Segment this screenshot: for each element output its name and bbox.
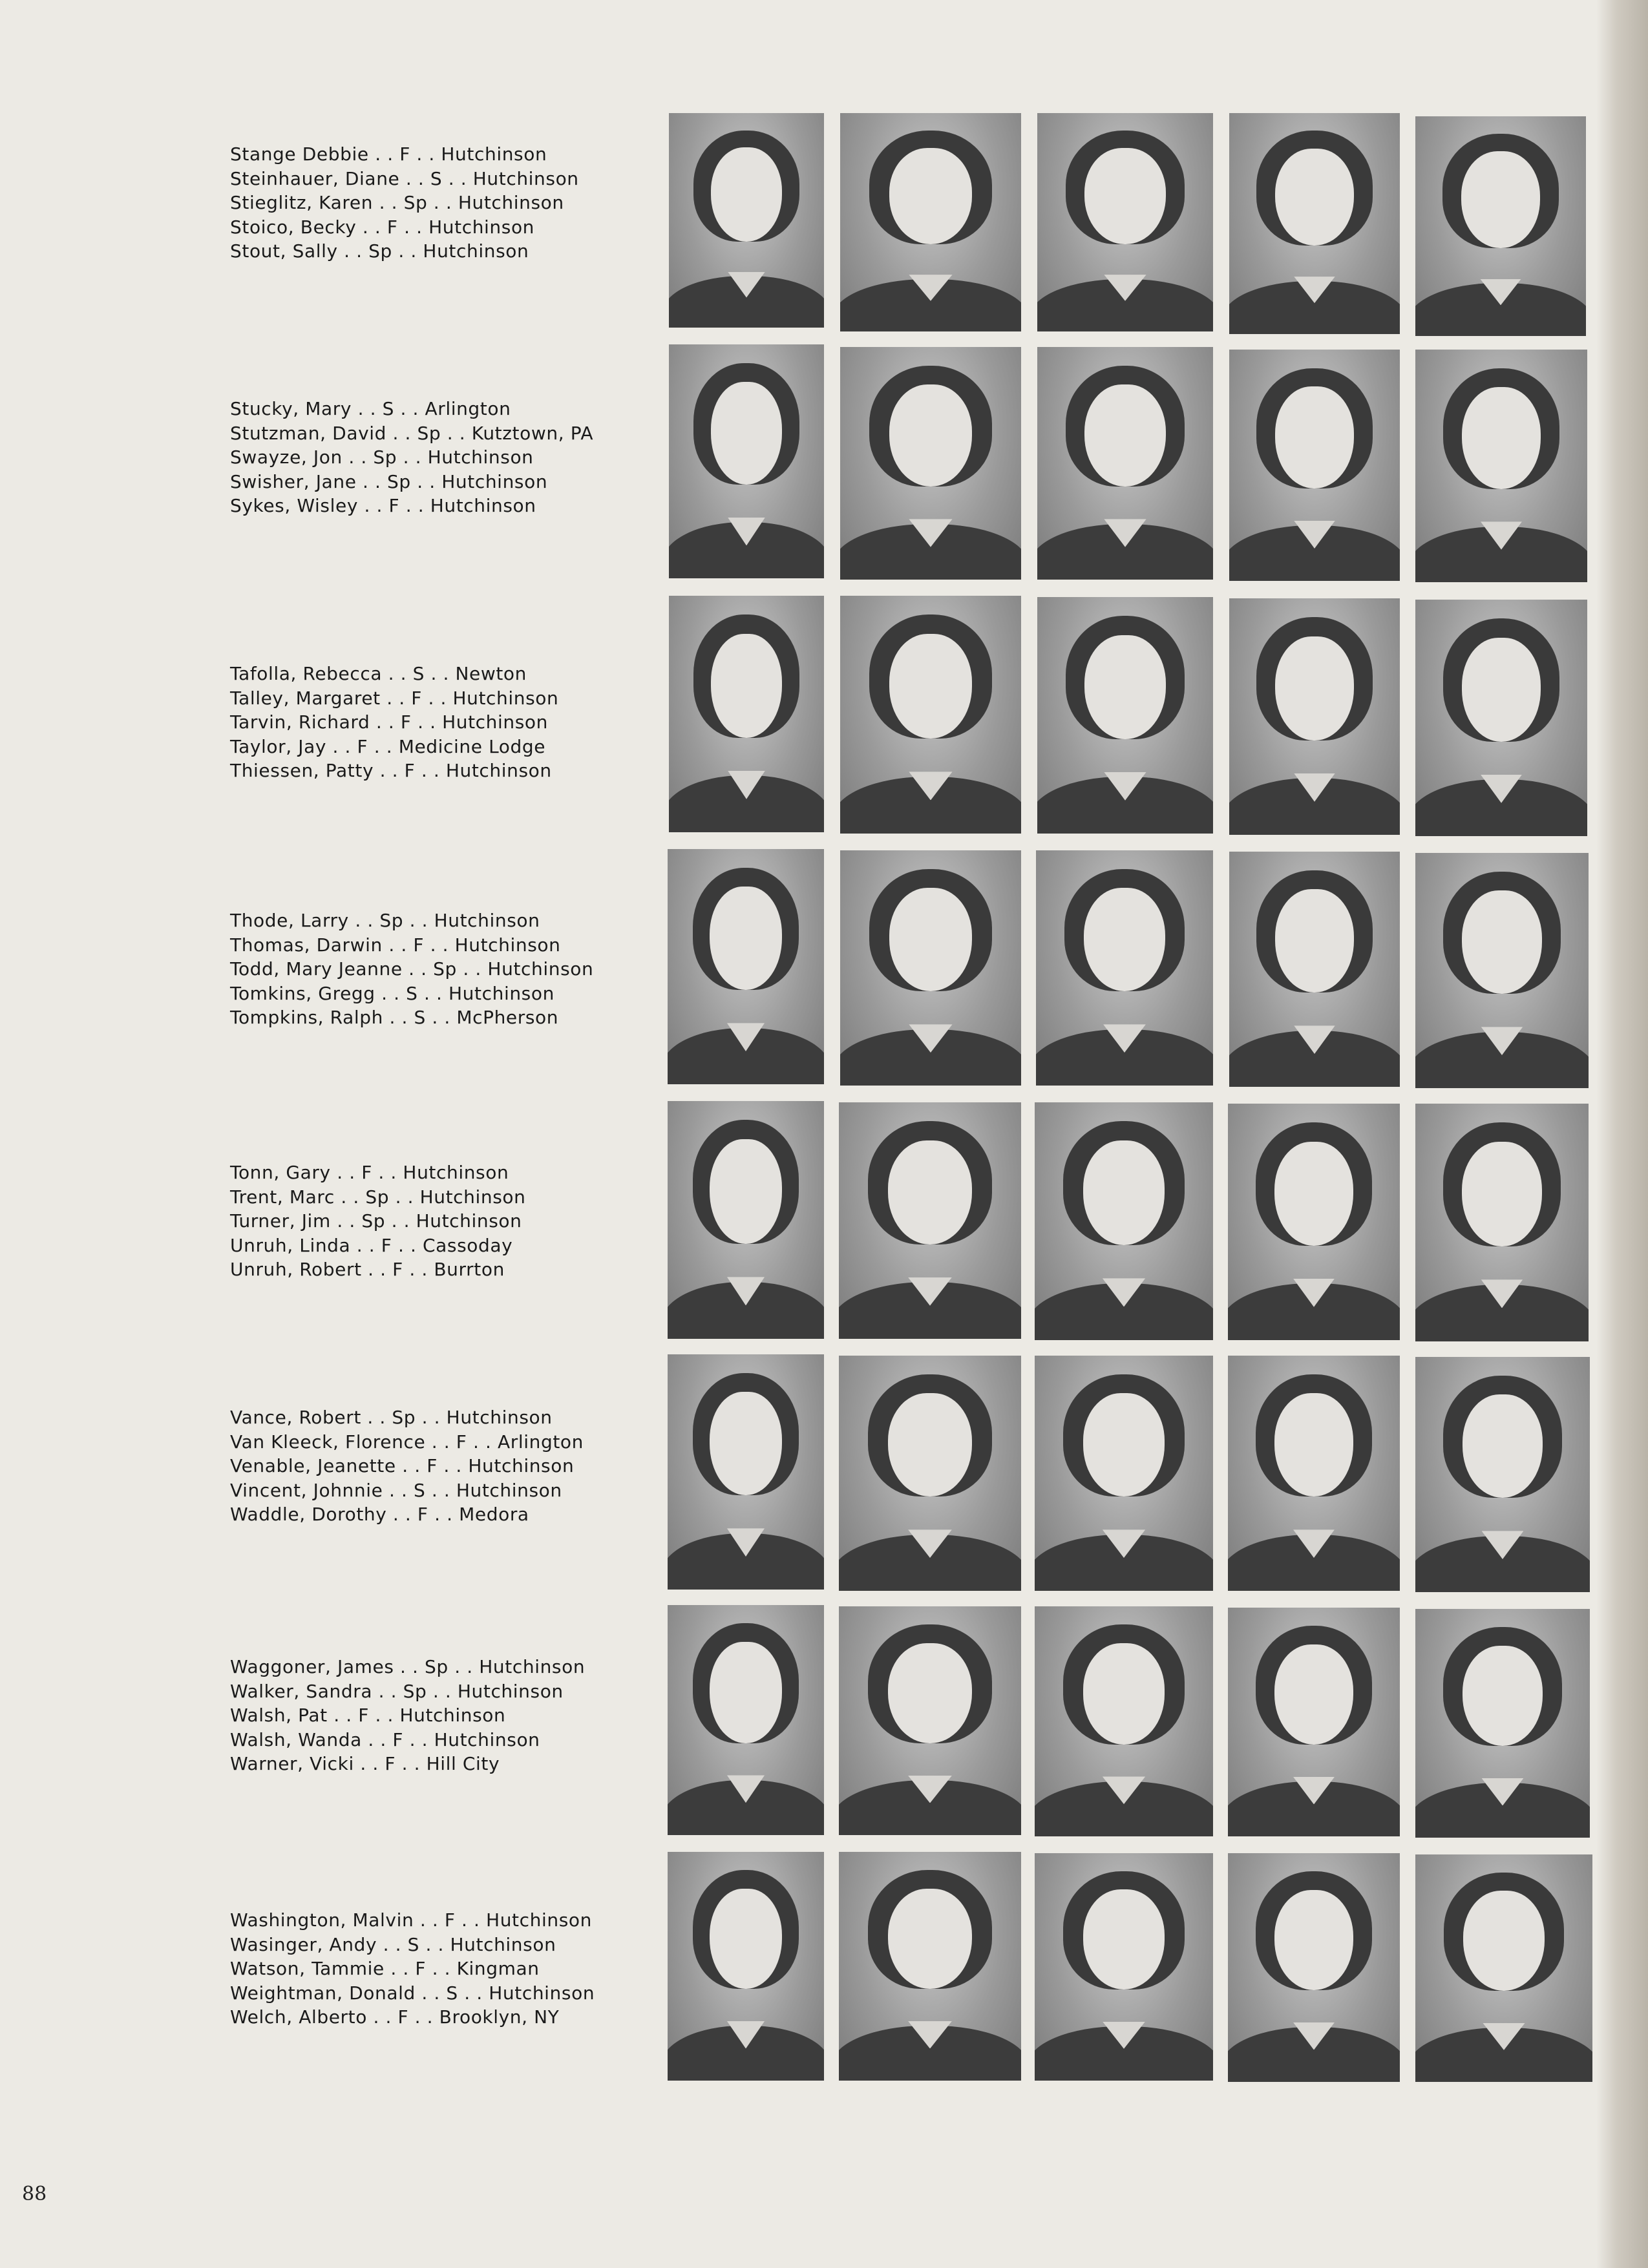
- portrait-photo: [1037, 113, 1213, 331]
- portrait-photo: [668, 849, 824, 1084]
- name-entry: Washington, Malvin . . F . . Hutchinson: [230, 1909, 592, 1931]
- name-entry: Tomkins, Gregg . . S . . Hutchinson: [230, 982, 555, 1004]
- portrait-photo: [1228, 1104, 1400, 1340]
- portrait-photo: [669, 113, 824, 328]
- name-entry: Todd, Mary Jeanne . . Sp . . Hutchinson: [230, 958, 594, 980]
- name-entry: Stoico, Becky . . F . . Hutchinson: [230, 216, 535, 238]
- name-entry: Unruh, Robert . . F . . Burrton: [230, 1259, 505, 1280]
- portrait-photo: [669, 596, 824, 832]
- portrait-photo: [1228, 1356, 1400, 1591]
- name-entry: Walsh, Wanda . . F . . Hutchinson: [230, 1728, 540, 1750]
- name-entry: Walsh, Pat . . F . . Hutchinson: [230, 1705, 506, 1726]
- portrait-photo: [1229, 350, 1400, 581]
- portrait-photo: [1229, 113, 1400, 334]
- name-entry: Stout, Sally . . Sp . . Hutchinson: [230, 240, 529, 262]
- name-entry: Tompkins, Ralph . . S . . McPherson: [230, 1007, 559, 1028]
- portrait-photo: [1415, 116, 1586, 336]
- portrait-photo: [1415, 350, 1587, 582]
- name-entry: Warner, Vicki . . F . . Hill City: [230, 1753, 500, 1774]
- name-entry: Stieglitz, Karen . . Sp . . Hutchinson: [230, 192, 564, 213]
- name-entry: Taylor, Jay . . F . . Medicine Lodge: [230, 735, 546, 757]
- portrait-photo: [1035, 1853, 1213, 2081]
- name-entry: Vance, Robert . . Sp . . Hutchinson: [230, 1407, 553, 1428]
- name-entry: Walker, Sandra . . Sp . . Hutchinson: [230, 1680, 564, 1702]
- name-entry: Thode, Larry . . Sp . . Hutchinson: [230, 910, 540, 931]
- portrait-photo: [1037, 347, 1213, 580]
- portrait-photo: [840, 347, 1021, 580]
- portrait-photo: [1415, 1104, 1589, 1341]
- name-entry: Stucky, Mary . . S . . Arlington: [230, 398, 511, 419]
- name-entry: Vincent, Johnnie . . S . . Hutchinson: [230, 1479, 562, 1501]
- name-entry: Thiessen, Patty . . F . . Hutchinson: [230, 760, 552, 781]
- portrait-photo: [1415, 1357, 1590, 1592]
- portrait-photo: [839, 1606, 1021, 1835]
- name-list: [230, 662, 644, 783]
- name-entry: Thomas, Darwin . . F . . Hutchinson: [230, 934, 561, 956]
- name-entry: Tafolla, Rebecca . . S . . Newton: [230, 663, 527, 684]
- page-binding-shadow: [1596, 0, 1648, 2268]
- name-entry: Stutzman, David . . Sp . . Kutztown, PA: [230, 422, 594, 444]
- portrait-photo: [1035, 1102, 1213, 1340]
- portrait-photo: [668, 1605, 824, 1835]
- portrait-photo: [1037, 597, 1213, 834]
- name-entry: Sykes, Wisley . . F . . Hutchinson: [230, 495, 536, 516]
- name-entry: Tarvin, Richard . . F . . Hutchinson: [230, 711, 548, 733]
- name-entry: Waggoner, James . . Sp . . Hutchinson: [230, 1656, 586, 1677]
- name-list: [230, 1405, 644, 1527]
- portrait-photo: [839, 1852, 1021, 2081]
- name-entry: Stange Debbie . . F . . Hutchinson: [230, 143, 547, 165]
- name-entry: Wasinger, Andy . . S . . Hutchinson: [230, 1933, 556, 1955]
- name-entry: Venable, Jeanette . . F . . Hutchinson: [230, 1455, 575, 1476]
- name-entry: Tonn, Gary . . F . . Hutchinson: [230, 1162, 509, 1183]
- portrait-photo: [840, 113, 1021, 331]
- portrait-photo: [1229, 598, 1400, 835]
- page-number: 88: [22, 2183, 47, 2205]
- name-entry: Trent, Marc . . Sp . . Hutchinson: [230, 1186, 526, 1208]
- name-entry: Talley, Margaret . . F . . Hutchinson: [230, 687, 559, 709]
- name-list: [230, 142, 644, 264]
- portrait-photo: [840, 850, 1021, 1086]
- name-entry: Waddle, Dorothy . . F . . Medora: [230, 1504, 529, 1525]
- portrait-photo: [1415, 1609, 1590, 1838]
- name-entry: Watson, Tammie . . F . . Kingman: [230, 1958, 540, 1979]
- name-entry: Swisher, Jane . . Sp . . Hutchinson: [230, 470, 548, 492]
- name-list: [230, 1655, 644, 1776]
- portrait-photo: [839, 1102, 1021, 1339]
- portrait-photo: [1228, 1608, 1400, 1836]
- portrait-photo: [1036, 850, 1213, 1086]
- name-entry: Steinhauer, Diane . . S . . Hutchinson: [230, 167, 579, 189]
- name-entry: Welch, Alberto . . F . . Brooklyn, NY: [230, 2006, 560, 2028]
- portrait-photo: [839, 1356, 1021, 1591]
- name-list: [230, 1908, 644, 2030]
- name-entry: Van Kleeck, Florence . . F . . Arlington: [230, 1431, 584, 1453]
- portrait-photo: [668, 1852, 824, 2081]
- portrait-photo: [668, 1354, 824, 1590]
- portrait-photo: [669, 344, 824, 578]
- name-list: [230, 397, 644, 518]
- portrait-photo: [1035, 1356, 1213, 1591]
- portrait-photo: [1035, 1606, 1213, 1836]
- portrait-photo: [1415, 1854, 1592, 2082]
- portrait-photo: [668, 1101, 824, 1339]
- portrait-photo: [1228, 1853, 1400, 2082]
- portrait-photo: [1415, 600, 1587, 836]
- name-list: [230, 908, 644, 1030]
- portrait-photo: [1229, 852, 1400, 1087]
- name-entry: Turner, Jim . . Sp . . Hutchinson: [230, 1210, 522, 1232]
- portrait-photo: [840, 596, 1021, 834]
- name-entry: Weightman, Donald . . S . . Hutchinson: [230, 1982, 595, 2004]
- portrait-photo: [1415, 853, 1589, 1088]
- name-list: [230, 1160, 644, 1282]
- name-entry: Swayze, Jon . . Sp . . Hutchinson: [230, 446, 534, 468]
- name-entry: Unruh, Linda . . F . . Cassoday: [230, 1234, 513, 1256]
